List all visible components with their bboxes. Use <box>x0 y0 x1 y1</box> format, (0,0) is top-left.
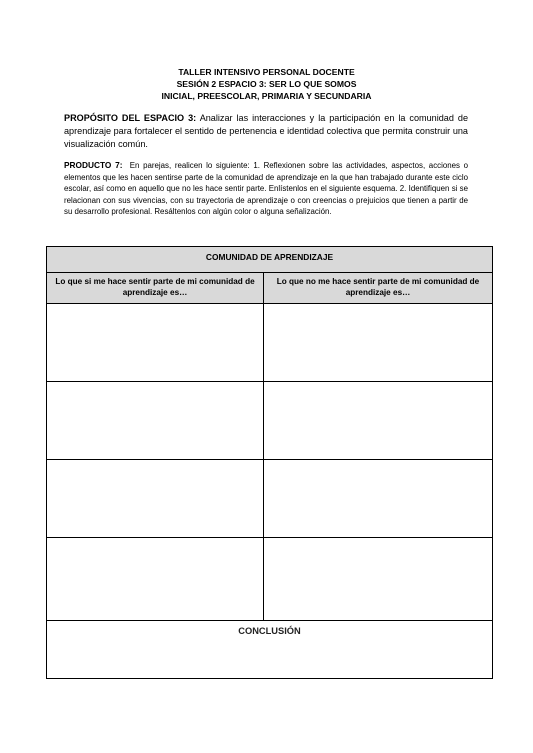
purpose-label: PROPÓSITO DEL ESPACIO 3: <box>64 113 197 123</box>
belonging-cell-3[interactable] <box>47 460 264 538</box>
product-text: En parejas, realicen lo siguiente: 1. Reflexionen sobre las actividades, aspectos, acciones o elementos que les hacen sentirse parte de la comunidad de aprendizaje en la que han trabajado durante este ciclo escolar, así como en aquello que no les hace sentir parte. Enlístenlos en el siguiente esquema. 2. Identifiquen si se relacionan con sus vivencias, con su trayectoria de aprendizaje o con creencias o prejuicios que tienen a partir de su desarrollo profesional. Resáltenlos con algún color o alguna señalización. <box>64 161 468 217</box>
not-belonging-cell-4[interactable] <box>264 538 492 621</box>
column-header-not-belonging: Lo que no me hace sentir parte de mi comunidad de aprendizaje es… <box>264 273 492 304</box>
workshop-title: TALLER INTENSIVO PERSONAL DOCENTE <box>178 67 355 77</box>
belonging-cell-1[interactable] <box>47 304 264 382</box>
purpose-paragraph <box>64 112 468 152</box>
not-belonging-cell-3[interactable] <box>264 460 492 538</box>
conclusion-cell[interactable]: CONCLUSIÓN <box>238 626 301 636</box>
not-belonging-cell-1[interactable] <box>264 304 492 382</box>
product-paragraph <box>64 160 468 218</box>
column-header-belonging: Lo que si me hace sentir parte de mi comunidad de aprendizaje es… <box>47 273 264 304</box>
table-title: COMUNIDAD DE APRENDIZAJE <box>47 247 492 273</box>
document-header <box>0 66 533 102</box>
belonging-cell-2[interactable] <box>47 382 264 460</box>
session-title: SESIÓN 2 ESPACIO 3: SER LO QUE SOMOS <box>176 79 357 89</box>
levels-title: INICIAL, PREESCOLAR, PRIMARIA Y SECUNDARIA <box>161 91 372 101</box>
belonging-cell-4[interactable] <box>47 538 264 621</box>
product-label: PRODUCTO 7: <box>64 160 123 170</box>
purpose-text: Analizar las interacciones y la participación en la comunidad de aprendizaje para fortalecer el sentido de pertenencia e identidad colectiva que permita construir una visualización común. <box>64 113 468 150</box>
not-belonging-cell-2[interactable] <box>264 382 492 460</box>
learning-community-table <box>46 246 493 679</box>
